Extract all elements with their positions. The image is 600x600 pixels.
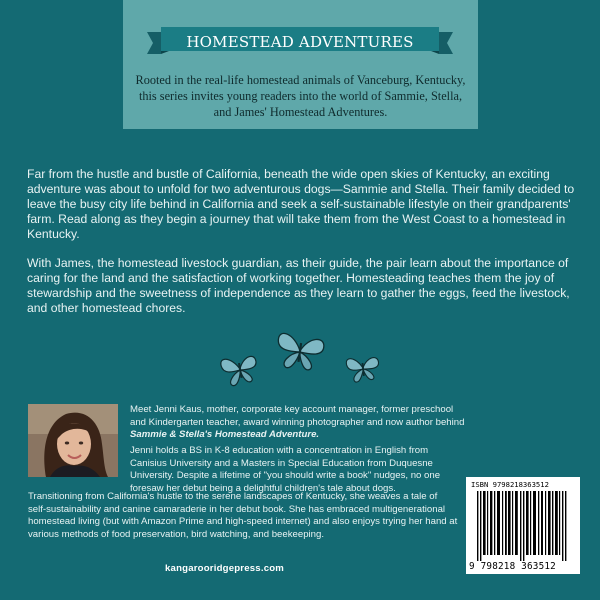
barcode-digits: 9 798218 363512 xyxy=(469,561,556,572)
author-bio-education: Jenni holds a BS in K-8 education with a concentration in English from Canisius University and a Masters in Special Education from Duquesne University. Despite a lifetime of "you should write a book" nudges, no one foresaw her debut being a delightful children's tale about dogs. xyxy=(130,445,441,494)
publisher-website: kangarooridgepress.com xyxy=(165,563,285,574)
book-title: Sammie & Stella's Homestead Adventure. xyxy=(130,429,320,440)
author-photo xyxy=(28,404,118,477)
series-description: Rooted in the real-life homestead animals of Vanceburg, Kentucky, this series invites young readers into the world of Sammie, Stella, and James' Homestead Adventures. xyxy=(135,73,466,119)
butterfly-icon xyxy=(273,328,327,374)
butterfly-icon xyxy=(344,351,382,385)
author-bio-debut: Transitioning from California's hustle to the serene landscapes of Kentucky, she weaves a tale of self-sustainability and canine camaraderie in her debut book. She has embraced multigenerational homestead living (but with Amazon Prime and high-speed internet) and also enjoys trying her hand at various methods of food preservation, bird watching, and beekeeping. xyxy=(28,491,458,540)
isbn-label: ISBN 9798218363512 xyxy=(471,480,549,489)
series-title: HOMESTEAD ADVENTURES xyxy=(186,33,414,51)
isbn-barcode xyxy=(466,477,580,574)
synopsis-paragraph: Far from the hustle and bustle of California, beneath the wide open skies of Kentucky, an exciting adventure was about to unfold for two adventurous dogs—Sammie and Stella. Their family decided to leave the busy city life behind in California and seek a self-sustainable lifestyle on their grandparents' farm. Read along as they begin a journey that will take them from the West Coast to a homestead in Kentucky. xyxy=(27,167,575,241)
author-bio-intro xyxy=(130,404,465,442)
butterfly-icon xyxy=(219,349,261,389)
synopsis-paragraph: With James, the homestead livestock guardian, as their guide, the pair learn about the importance of caring for the land and the satisfaction of working together. Homesteading teaches them the joy of stewardship and the sweetness of independence as they learn to gather the eggs, feed the livestock, and other homestead chores. xyxy=(27,256,570,315)
series-banner xyxy=(147,27,453,57)
barcode-bars-icon xyxy=(471,491,575,561)
author-bio-text: Meet Jenni Kaus, mother, corporate key account manager, former preschool and Kindergarten teacher, award winning photographer and now author behind xyxy=(130,404,465,428)
